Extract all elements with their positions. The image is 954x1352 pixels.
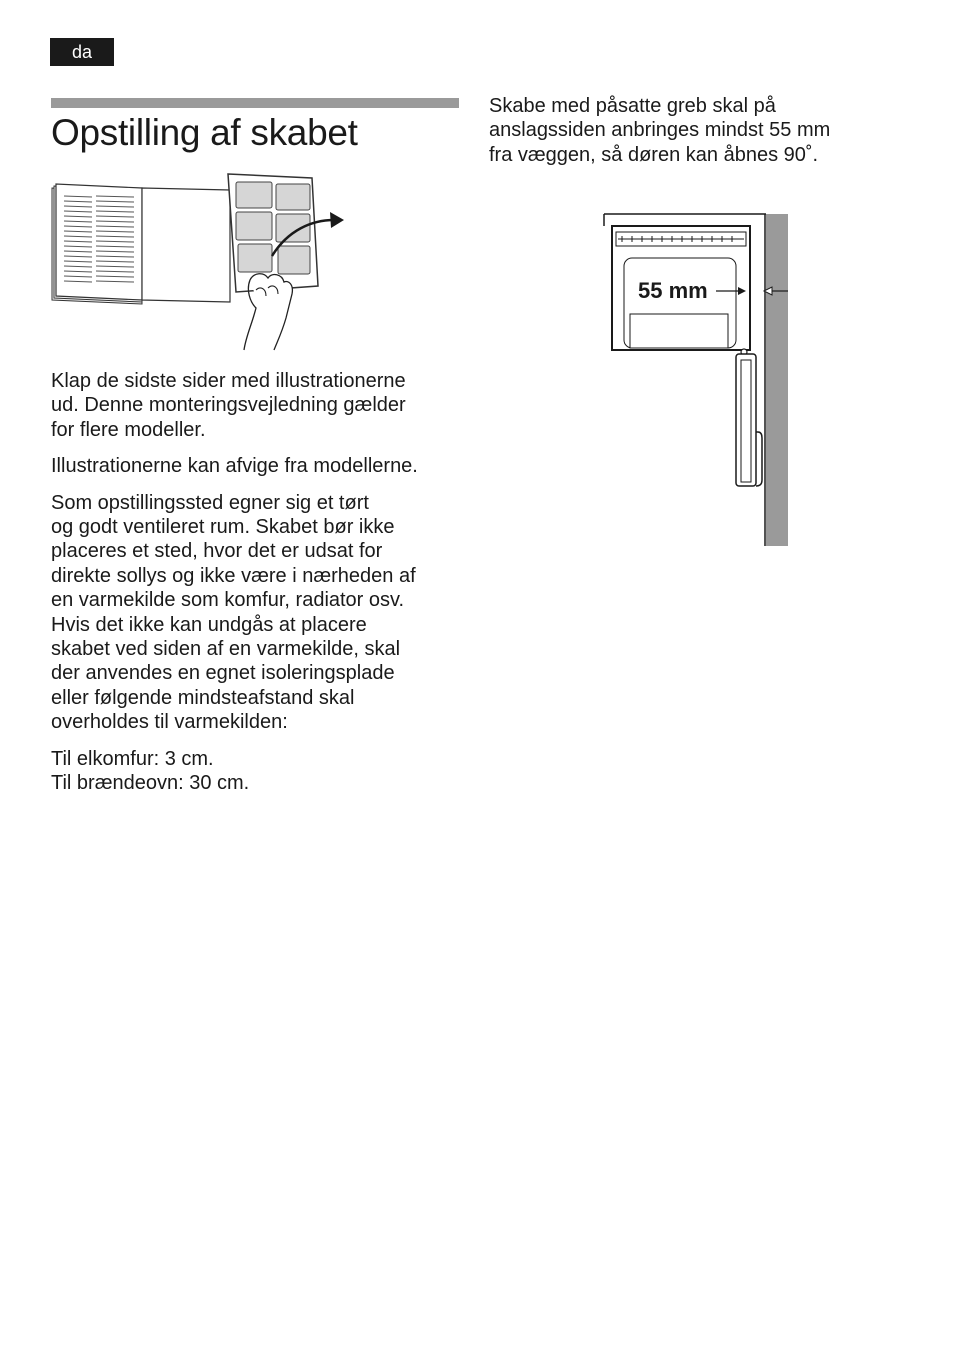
fridge-wall-distance-icon: [600, 212, 800, 552]
language-tag: da: [50, 38, 114, 66]
text-line: direkte sollys og ikke være i nærheden af: [51, 564, 416, 587]
text-line: Til elkomfur: 3 cm.: [51, 747, 214, 770]
text-line: Hvis det ikke kan undgås at placere: [51, 613, 367, 636]
page-title: Opstilling af skabet: [51, 112, 358, 153]
paragraph-handle-distance: [489, 94, 889, 167]
text-line: Skabe med påsatte greb skal på: [489, 95, 776, 117]
text-line: anslagssiden anbringes mindst 55 mm: [489, 119, 831, 142]
text-line: overholdes til varmekilden:: [51, 711, 288, 734]
text-line: en varmekilde som komfur, radiator osv.: [51, 589, 405, 612]
distance-label: 55 mm: [638, 278, 708, 303]
text-line: Som opstillingssted egner sig et tørt: [51, 491, 369, 514]
text-line: fra væggen, så døren kan åbnes 90˚.: [489, 143, 819, 166]
paragraph-illustrations-note: Illustrationerne kan afvige fra modellerne.: [51, 455, 418, 478]
text-line: placeres et sted, hvor det er udsat for: [51, 540, 383, 563]
text-line: og godt ventileret rum. Skabet bør ikke: [51, 516, 395, 539]
paragraph-fold-out: [51, 369, 453, 442]
text-line: der anvendes en egnet isoleringsplade: [51, 662, 395, 685]
text-line: Til brændeovn: 30 cm.: [51, 772, 250, 795]
paragraph-location: [51, 491, 453, 735]
text-line: for flere modeller.: [51, 418, 206, 441]
booklet-fold-out-icon: [50, 168, 350, 353]
text-line: skabet ved siden af en varmekilde, skal: [51, 638, 401, 661]
text-line: eller følgende mindsteafstand skal: [51, 686, 355, 709]
text-line: ud. Denne monteringsvejledning gælder: [51, 394, 406, 417]
left-text-column: [51, 369, 453, 808]
section-rule: [51, 98, 459, 108]
paragraph-distances: [51, 747, 453, 796]
text-line: Klap de sidste sider med illustrationerne: [51, 370, 406, 392]
right-text-column: [489, 94, 889, 179]
